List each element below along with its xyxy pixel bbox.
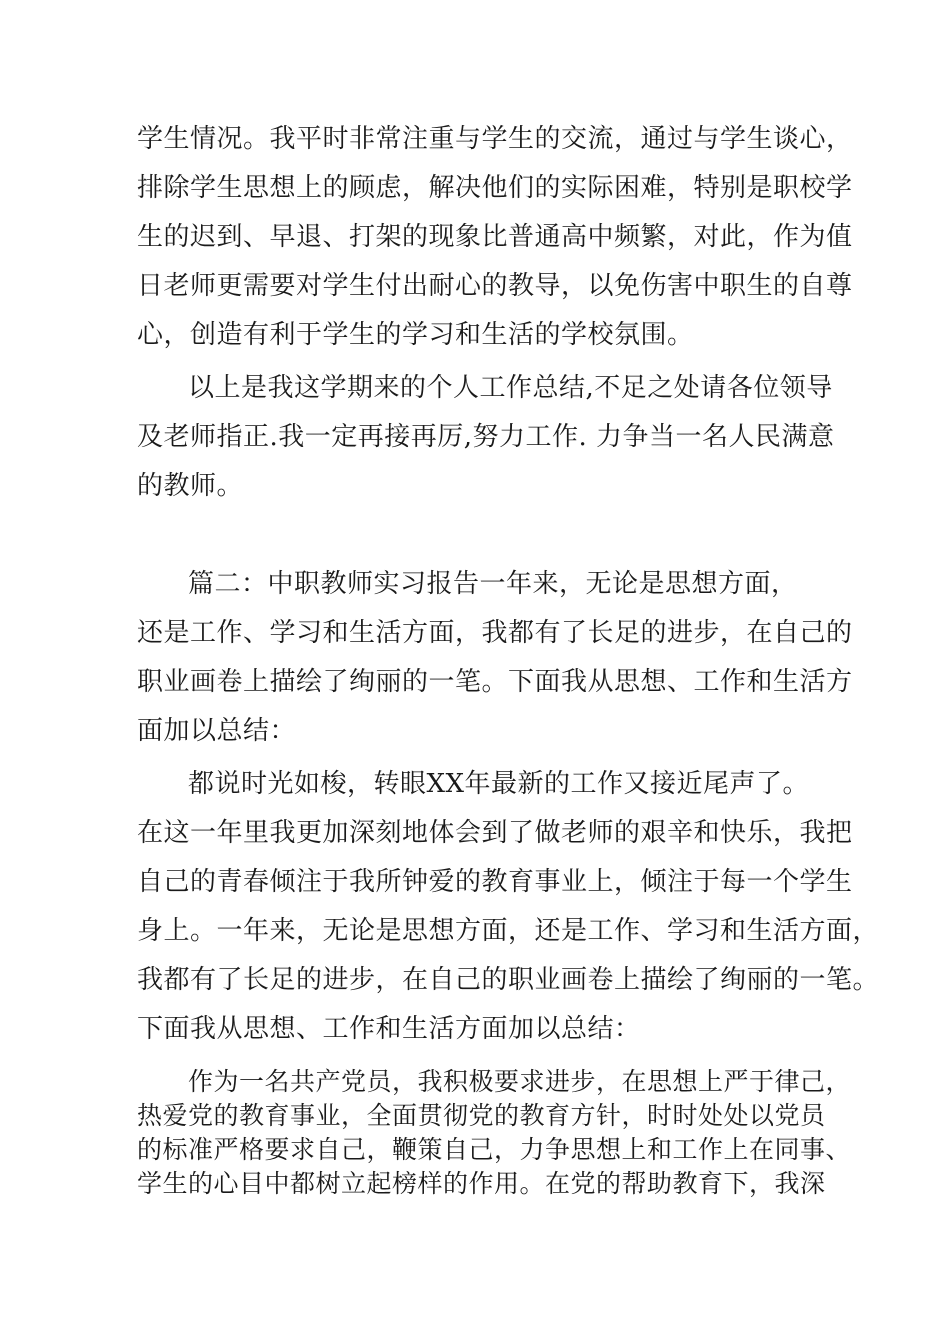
text-line: 还是工作、学习和生活方面，我都有了长足的进步，在自己的 (137, 618, 853, 648)
text-line: 在这一年里我更加深刻地体会到了做老师的艰辛和快乐，我把 (137, 818, 853, 848)
text-line: 的标准严格要求自己，鞭策自己，力争思想上和工作上在同事、 (137, 1135, 852, 1164)
text-line: 排除学生思想上的顾虑，解决他们的实际困难，特别是职校学 (137, 173, 853, 203)
text-line: 自己的青春倾注于我所钟爱的教育事业上，倾注于每一个学生 (137, 867, 853, 897)
text-line: 以上是我这学期来的个人工作总结,不足之处请各位领导 (188, 373, 833, 403)
text-line: 都说时光如梭，转眼XX年最新的工作又接近尾声了。 (188, 769, 810, 799)
text-line: 下面我从思想、工作和生活方面加以总结： (137, 1014, 641, 1044)
text-line: 篇二：中职教师实习报告一年来，无论是思想方面， (188, 569, 798, 599)
text-line: 的教师。 (137, 471, 244, 501)
text-line: 及老师指正.我一定再接再厉,努力工作. 力争当一名人民满意 (137, 422, 835, 452)
text-line: 心，创造有利于学生的学习和生活的学校氛围。 (137, 320, 694, 350)
text-line: 职业画卷上描绘了绚丽的一笔。下面我从思想、工作和生活方 (137, 667, 853, 697)
text-line: 学生情况。我平时非常注重与学生的交流，通过与学生谈心， (137, 124, 853, 154)
text-line: 日老师更需要对学生付出耐心的教导，以免伤害中职生的自尊 (137, 271, 853, 301)
text-line: 生的迟到、早退、打架的现象比普通高中频繁，对此，作为值 (137, 222, 853, 252)
text-line: 我都有了长足的进步，在自己的职业画卷上描绘了绚丽的一笔。 (137, 965, 880, 995)
text-line: 学生的心目中都树立起榜样的作用。在党的帮助教育下，我深 (137, 1169, 826, 1198)
text-line: 面加以总结： (137, 716, 297, 746)
text-line: 热爱党的教育事业，全面贯彻党的教育方针，时时处处以党员 (137, 1101, 826, 1130)
text-line: 作为一名共产党员，我积极要求进步，在思想上严于律己， (188, 1067, 852, 1096)
text-line: 身上。一年来，无论是思想方面，还是工作、学习和生活方面， (137, 916, 880, 946)
